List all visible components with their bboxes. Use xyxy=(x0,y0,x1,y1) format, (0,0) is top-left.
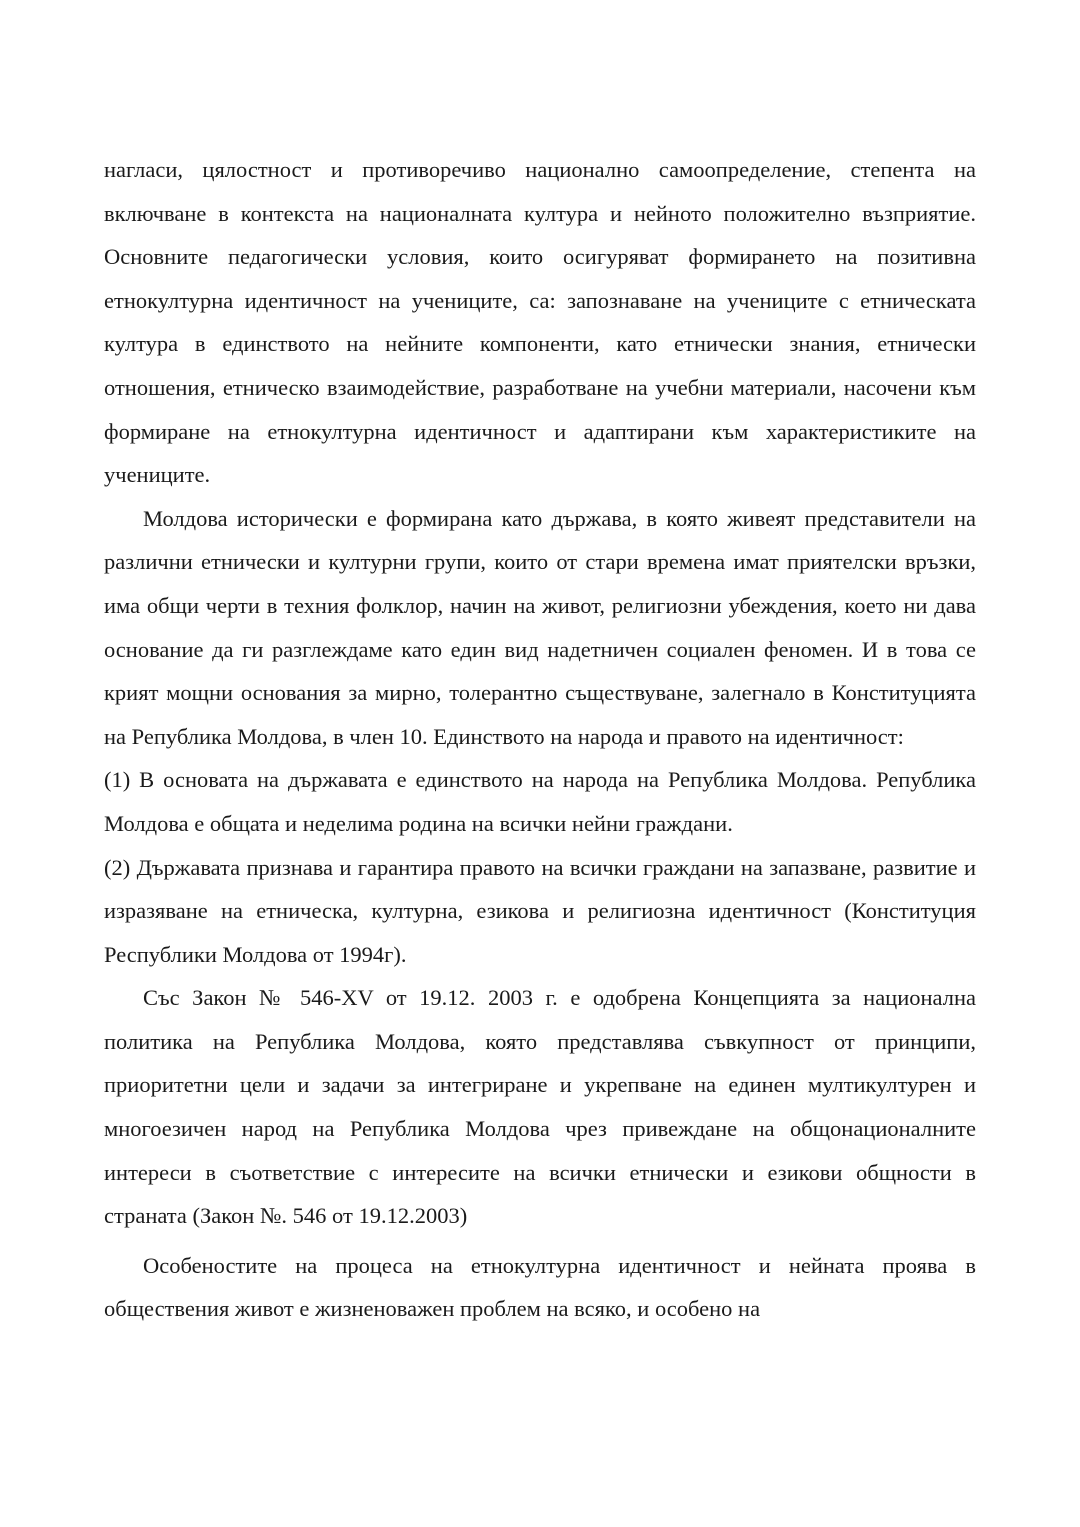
paragraph-constitution-point-1: (1) В основата на държавата е единството на народа на Република Молдова. Република Молдова е общата и неделима родина на всички нейни граждани. xyxy=(104,767,976,836)
paragraph-constitution-point-2: (2) Държавата признава и гарантира правото на всички граждани на запазване, развитие и изразяване на етническа, културна, езикова и религиозна идентичност (Конституция Республики Молдова от 1994г). xyxy=(104,854,976,967)
paragraph-moldova-history: Молдова исторически е формирана като държава, в която живеят представители на различни етнически и културни групи, които от стари времена имат приятелски връзки, има общи черти в техния фолклор, начин на живот, религиозни убеждения, което ни дава основание да ги разглеждаме като един вид надетничен социален феномен. И в това се крият мощни основания за мирно, толерантно съществуване, залегнало в Конституцията на Република Молдова, в член 10. Единството на народа и правото на идентичност: xyxy=(104,505,976,749)
paragraph-law-546: Със Закон № 546-XV от 19.12. 2003 г. е одобрена Концепцията за национална политика на Република Молдова, която представлява съвкупност от принципи, приоритетни цели и задачи за интегриране и укрепване на единен мултикултурен и многоезичен народ на Република Молдова чрез привеждане на общонационалните интереси в съответствие с интересите на всички етнически и езикови общности в страната (Закон №. 546 от 19.12.2003) xyxy=(104,985,976,1229)
document-page xyxy=(104,148,976,1331)
paragraph-continuation: нагласи, цялостност и противоречиво национално самоопределение, степента на включване в контекста на националната култура и нейното положително възприятие. Основните педагогически условия, които осигуряват формирането на позитивна етнокултурна идентичност на учениците, са: запознаване на учениците с етническата култура в единството на нейните компоненти, като етнически знания, етнически отношения, етническо взаимодействие, разработване на учебни материали, насочени към формиране на етнокултурна идентичност и адаптирани към характеристиките на учениците. xyxy=(104,157,976,488)
paragraph-ethnocultural-identity: Особеностите на процеса на етнокултурна идентичност и нейната проява в обществения живот е жизненоважен проблем на всяко, и особено на xyxy=(104,1252,976,1322)
